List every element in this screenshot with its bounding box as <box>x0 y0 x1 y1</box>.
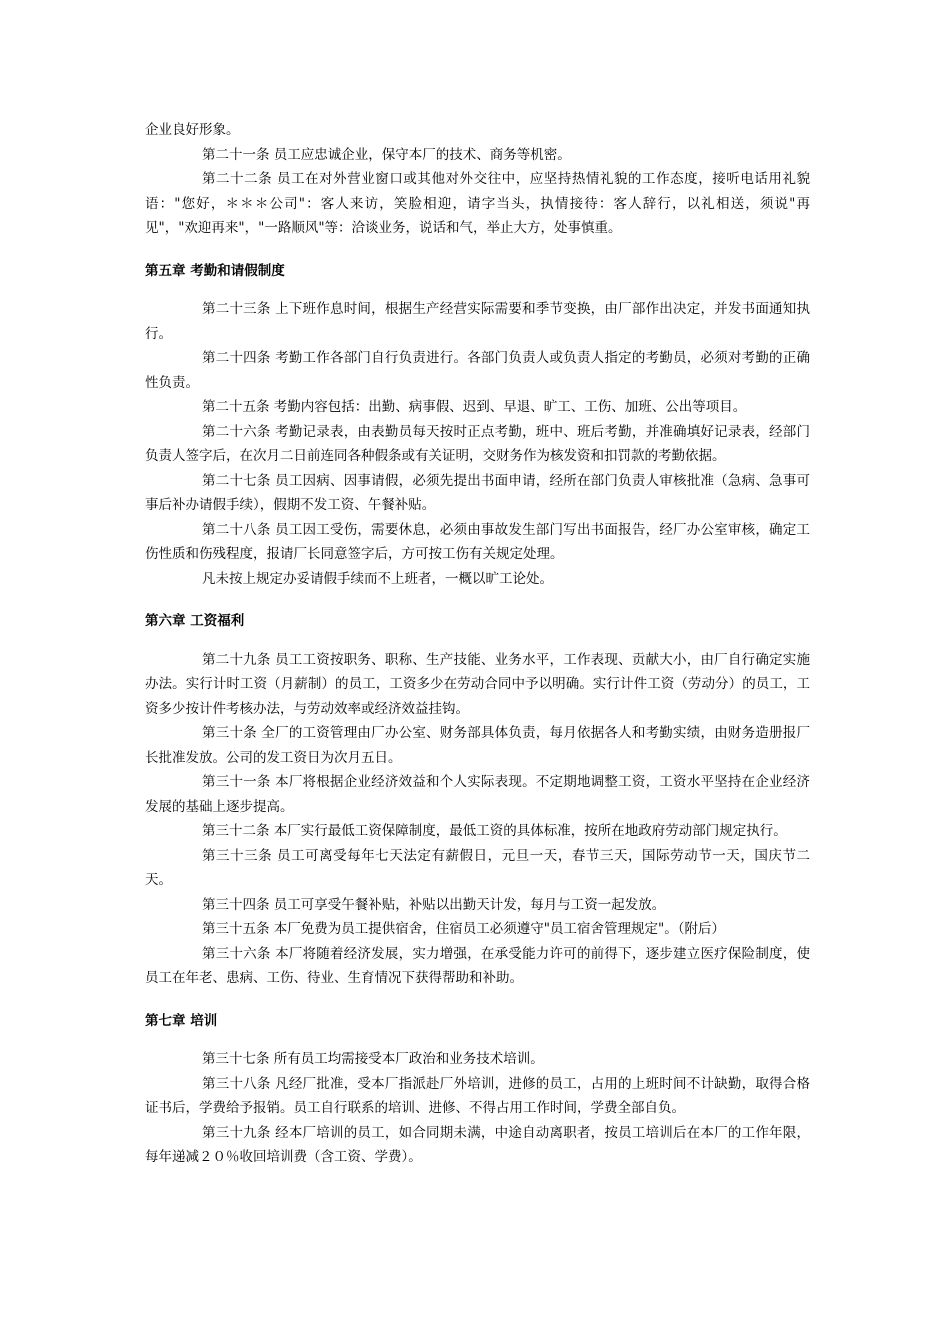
article-30: 第三十条 全厂的工资管理由厂办公室、财务部具体负责，每月依据各人和考勤实绩，由财务造册报厂长批准发放。公司的发工资日为次月五日。 <box>145 725 810 766</box>
article-23: 第二十三条 上下班作息时间，根据生产经营实际需要和季节变换，由厂部作出决定，并发书面通知执行。 <box>145 301 810 342</box>
article-21: 第二十一条 员工应忠诚企业，保守本厂的技术、商务等机密。 <box>202 146 571 163</box>
chapter-5-title: 第五章 考勤和请假制度 <box>145 262 285 279</box>
article-38: 第三十八条 凡经厂批准，受本厂指派赴厂外培训，进修的员工，占用的上班时间不计缺勤，取得合格证书后，学费给予报销。员工自行联系的培训、进修、不得占用工作时间，学费全部自负。 <box>145 1075 810 1116</box>
article-33: 第三十三条 员工可离受每年七天法定有薪假日，元旦一天，春节三天，国际劳动节一天，国庆节二天。 <box>145 847 810 888</box>
paragraph-continuation: 企业良好形象。 <box>145 122 240 138</box>
article-27: 第二十七条 员工因病、因事请假，必须先提出书面申请，经所在部门负责人审核批准（急病、急事可事后补办请假手续），假期不发工资、午餐补贴。 <box>145 472 810 513</box>
article-22: 第二十二条 员工在对外营业窗口或其他对外交往中，应坚持热情礼貌的工作态度，接听电话用礼貌语："您好，＊＊＊公司"：客人来访，笑脸相迎，请字当头，执情接待：客人辞行，以礼相送，须说"再见"，"欢迎再来"，"一路顺风"等：洽谈业务，说话和气，举止大方，处事慎重。 <box>145 171 810 236</box>
chapter-7-title: 第七章 培训 <box>145 1012 218 1029</box>
article-29: 第二十九条 员工工资按职务、职称、生产技能、业务水平，工作表现、贡献大小，由厂自行确定实施办法。实行计时工资（月薪制）的员工，工资多少在劳动合同中予以明确。实行计件工资（劳动分）的员工，工资多少按计件考核办法，与劳动效率或经济效益挂钩。 <box>145 651 810 717</box>
article-39: 第三十九条 经本厂培训的员工，如合同期未满，中途自动离职者，按员工培训后在本厂的工作年限，每年递减２０％收回培训费（含工资、学费）。 <box>145 1124 810 1165</box>
article-36: 第三十六条 本厂将随着经济发展，实力增强，在承受能力许可的前得下，逐步建立医疗保险制度，使员工在年老、患病、工伤、待业、生育情况下获得帮助和补助。 <box>145 945 810 986</box>
article-31: 第三十一条 本厂将根据企业经济效益和个人实际表现。不定期地调整工资，工资水平坚持在企业经济发展的基础上逐步提高。 <box>145 774 810 815</box>
article-35: 第三十五条 本厂免费为员工提供宿舍，住宿员工必须遵守"员工宿舍管理规定"。（附后） <box>202 921 725 937</box>
document-body <box>145 118 810 1170</box>
article-26: 第二十六条 考勤记录表，由表勤员每天按时正点考勤，班中、班后考勤，并准确填好记录表，经部门负责人签字后，在次月二日前连同各种假条或有关证明，交财务作为核发资和扣罚款的考勤依据。 <box>145 423 810 464</box>
chapter-5-closing-note: 凡未按上规定办妥请假手续而不上班者，一概以旷工论处。 <box>202 570 553 587</box>
article-28: 第二十八条 员工因工受伤，需要休息，必须由事故发生部门写出书面报告，经厂办公室审核，确定工伤性质和伤残程度，报请厂长同意签字后，方可按工伤有关规定处理。 <box>145 521 810 562</box>
article-32: 第三十二条 本厂实行最低工资保障制度，最低工资的具体标准，按所在地政府劳动部门规定执行。 <box>202 823 787 839</box>
chapter-6-title: 第六章 工资福利 <box>145 613 245 629</box>
article-24: 第二十四条 考勤工作各部门自行负责进行。各部门负责人或负责人指定的考勤员，必须对考勤的正确性负责。 <box>145 350 810 391</box>
article-34: 第三十四条 员工可享受午餐补贴，补贴以出勤天计发，每月与工资一起发放。 <box>202 896 666 913</box>
article-25: 第二十五条 考勤内容包括：出勤、病事假、迟到、早退、旷工、工伤、加班、公出等项目。 <box>202 399 747 415</box>
article-37: 第三十七条 所有员工均需接受本厂政治和业务技术培训。 <box>202 1051 544 1067</box>
